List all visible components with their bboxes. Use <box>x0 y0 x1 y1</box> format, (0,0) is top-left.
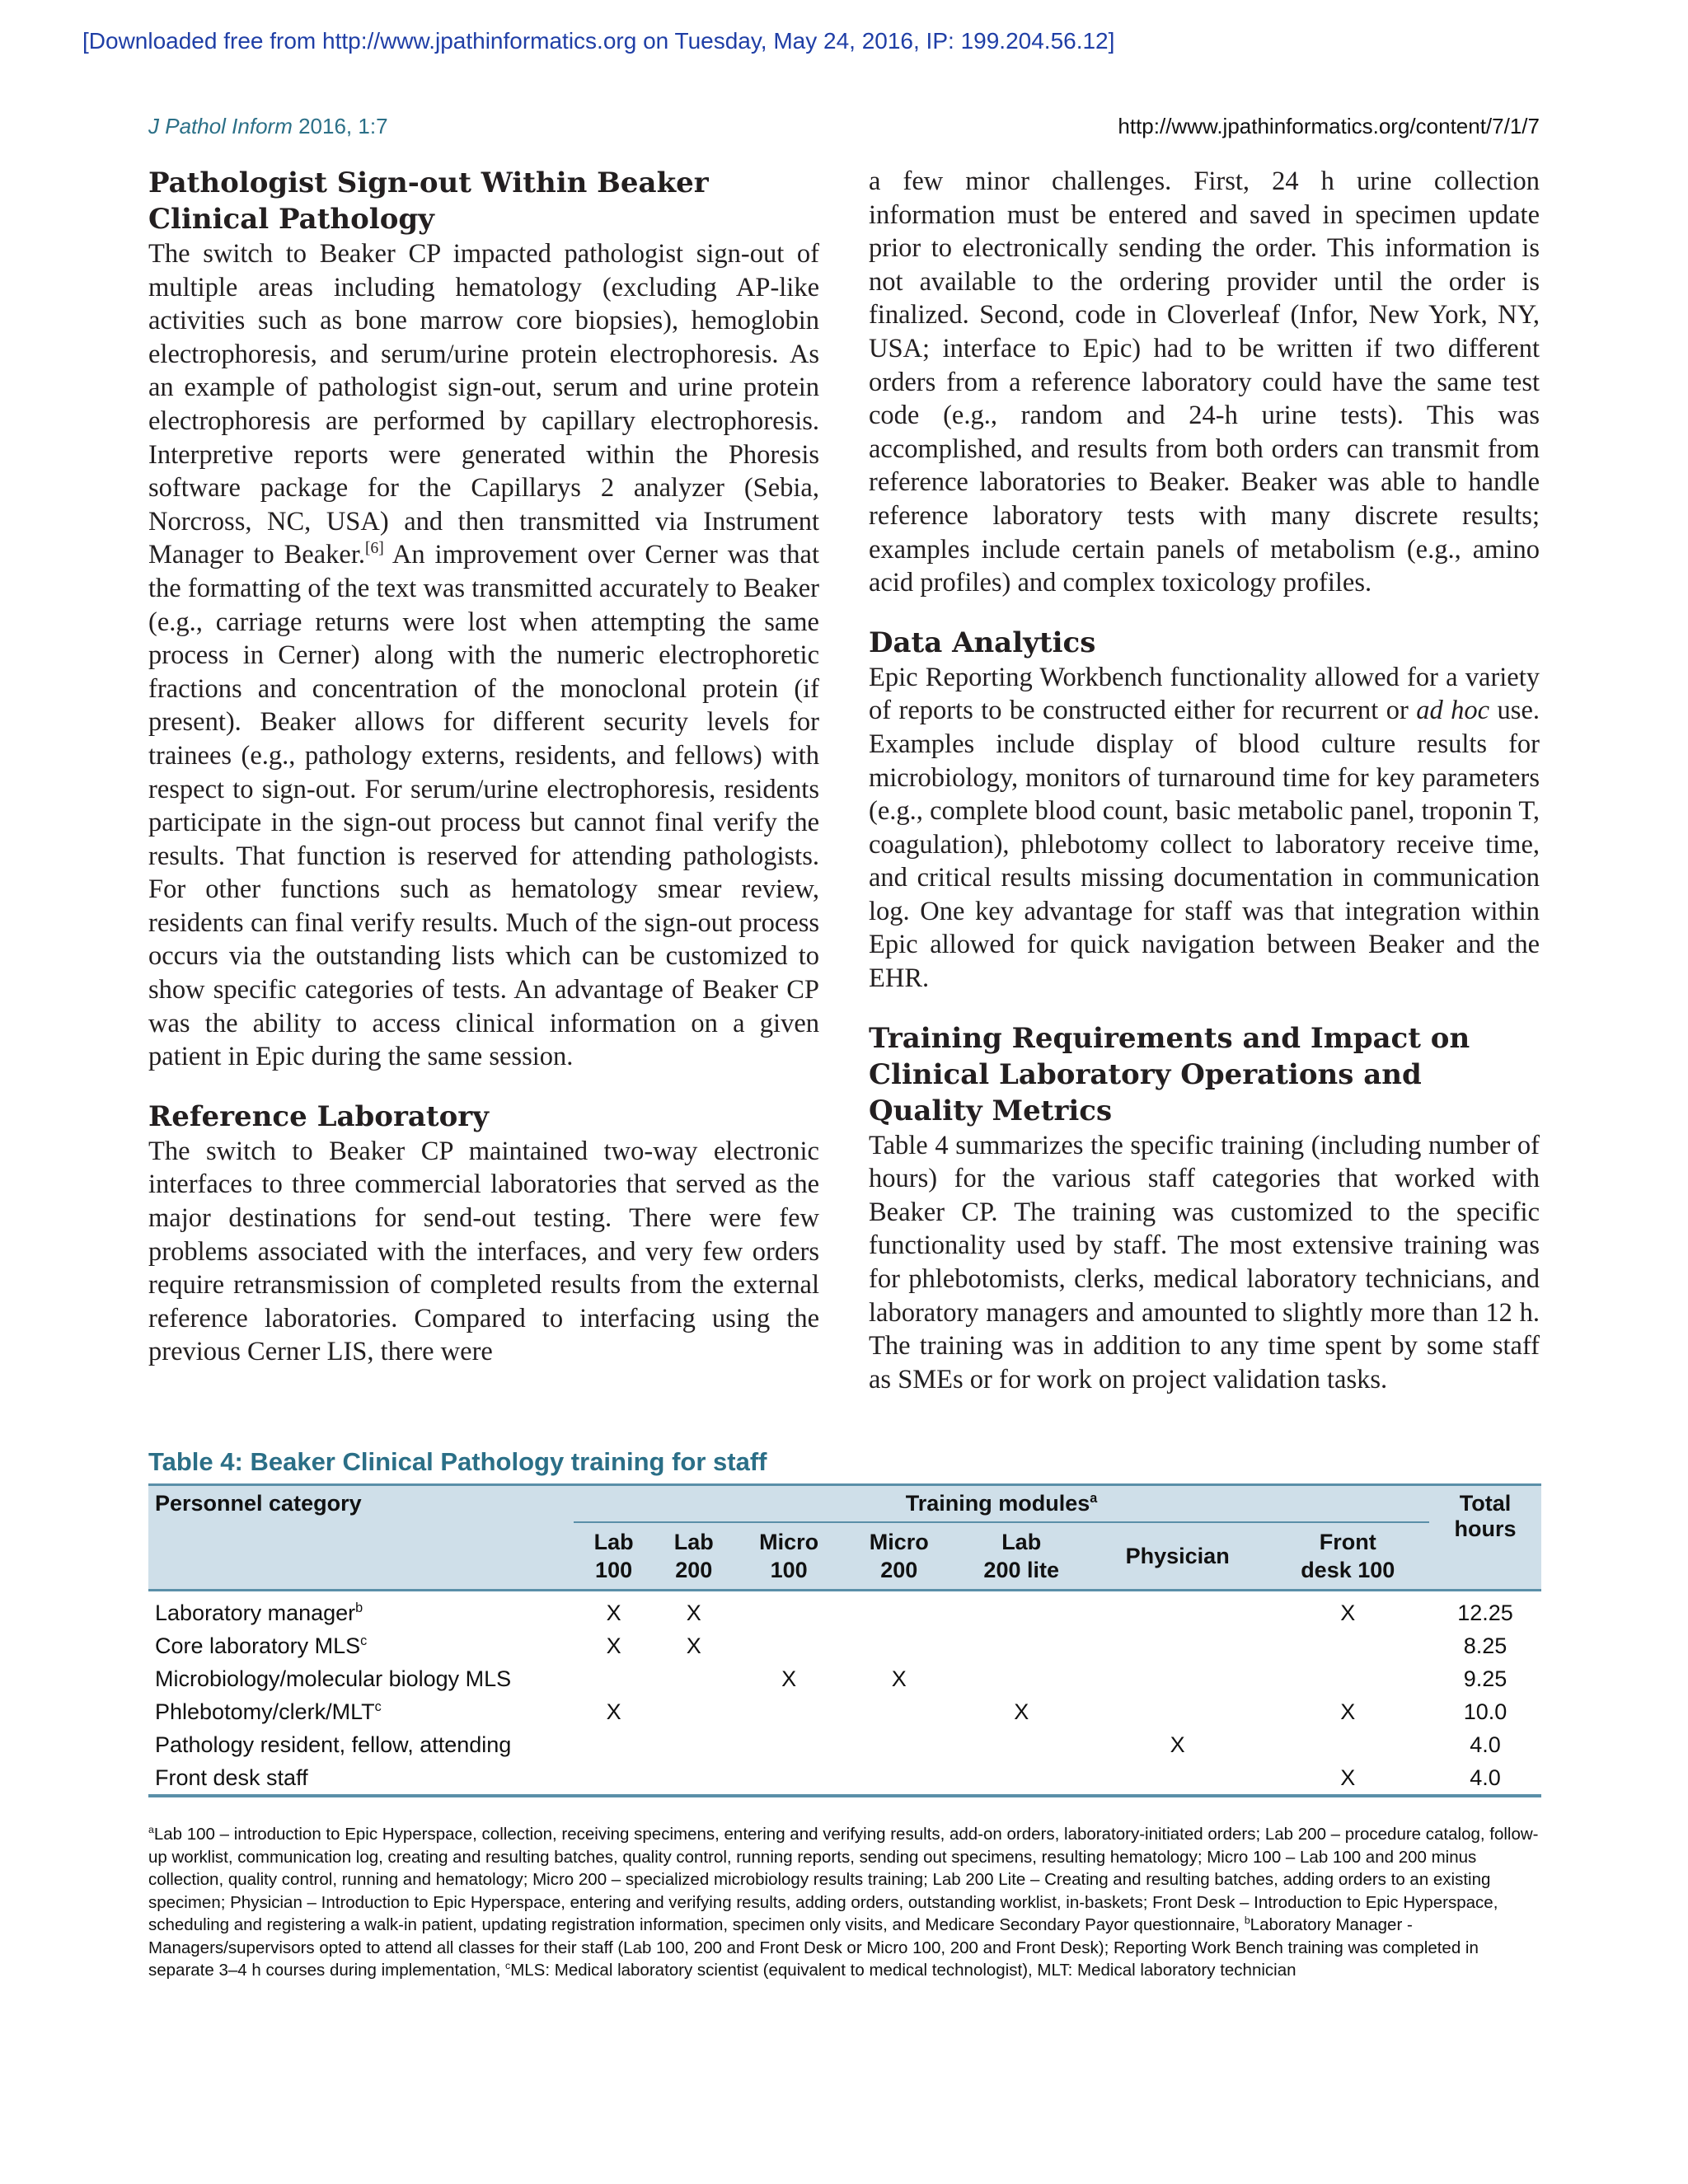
paragraph-analytics-part1: Epic Reporting Workbench functionality allowed for a variety of reports to be constructed either for recurrent or <box>869 662 1540 726</box>
module-mark-cell <box>954 1629 1089 1662</box>
personnel-category-cell <box>148 1695 574 1728</box>
module-mark-cell <box>954 1728 1089 1761</box>
module-mark-cell <box>844 1761 954 1796</box>
personnel-category-cell <box>148 1591 574 1630</box>
personnel-category-cell <box>148 1662 574 1695</box>
module-header <box>844 1522 954 1591</box>
citation-ref[interactable]: [6] <box>365 540 384 558</box>
personnel-category-label: Microbiology/molecular biology MLS <box>155 1666 512 1691</box>
section-heading-signout: Pathologist Sign-out Within Beaker Clinical Pathology <box>148 166 709 236</box>
module-mark-cell: X <box>606 1699 621 1724</box>
module-mark-cell: X <box>606 1633 621 1658</box>
paragraph-analytics-part2: use. Examples include display of blood culture results for microbiology, monitors of turnaround time for key parameters (e.g., complete blood count, basic metabolic panel, troponin T, coagulation), phlebotomy collect to laboratory receive time, and critical results missing documentation in communication log. One key advantage for staff was that integration within Epic allowed for quick navigation between Beaker and the EHR. <box>869 696 1540 994</box>
module-header <box>574 1522 654 1591</box>
header-personnel-category: Personnel category <box>155 1491 362 1516</box>
section-heading-reference-lab: Reference Laboratory <box>148 1099 489 1133</box>
paragraph-signout <box>148 237 819 1074</box>
citation-volume: 2016, 1:7 <box>298 114 388 138</box>
table-footnote <box>148 1823 1541 1982</box>
table-row <box>148 1629 1541 1662</box>
module-level: 200 lite <box>983 1558 1059 1582</box>
footnote-c-text: MLS: Medical laboratory scientist (equivalent to medical technologist), MLT: Medical laboratory technician <box>510 1961 1296 1980</box>
footnote-a-marker: a <box>148 1824 154 1836</box>
footnote-marker: b <box>355 1601 363 1615</box>
module-mark-cell: X <box>1170 1732 1185 1757</box>
module-mark-cell <box>1089 1591 1267 1630</box>
table-row <box>148 1662 1541 1695</box>
module-mark-cell: X <box>1340 1765 1356 1790</box>
journal-name: J Pathol Inform <box>148 114 293 138</box>
module-name: Micro <box>869 1530 929 1554</box>
personnel-category-cell <box>148 1629 574 1662</box>
module-name: Physician <box>1125 1544 1230 1568</box>
module-mark-cell <box>844 1728 954 1761</box>
header-total-hours: Total hours <box>1454 1491 1517 1541</box>
module-level: desk 100 <box>1301 1558 1395 1582</box>
module-mark-cell: X <box>606 1601 621 1625</box>
paragraph-data-analytics <box>869 661 1540 996</box>
total-hours-cell: 10.0 <box>1463 1699 1507 1724</box>
module-mark-cell <box>1266 1662 1429 1695</box>
section-heading-data-analytics: Data Analytics <box>869 626 1096 659</box>
total-hours-cell: 4.0 <box>1470 1765 1501 1790</box>
module-name: Lab <box>1001 1530 1042 1554</box>
table-row <box>148 1695 1541 1728</box>
paragraph-analytics-italic: ad hoc <box>1416 696 1490 726</box>
module-mark-cell <box>654 1761 734 1796</box>
total-hours-cell: 9.25 <box>1463 1666 1507 1691</box>
table-title: Table 4: Beaker Clinical Pathology training for staff <box>148 1447 767 1476</box>
module-mark-cell <box>654 1728 734 1761</box>
table-row <box>148 1591 1541 1630</box>
module-mark-cell <box>574 1662 654 1695</box>
module-header <box>1089 1522 1267 1591</box>
footnote-marker: c <box>360 1633 368 1648</box>
module-mark-cell <box>734 1591 844 1630</box>
personnel-category-label: Phlebotomy/clerk/MLT <box>155 1699 375 1724</box>
module-mark-cell <box>1266 1728 1429 1761</box>
paragraph-training: Table 4 summarizes the specific training (including number of hours) for the various staff categories that worked with Beaker CP. The training was customized to the specific functionality used by staff. The most extensive training was for phlebotomists, clerks, medical laboratory technicians, and laboratory managers and amounted to slightly more than 12 h. The training was in addition to any time spent by some staff as SMEs or for work on project validation tasks. <box>869 1130 1540 1394</box>
module-name: Lab <box>593 1530 634 1554</box>
module-level: 200 <box>675 1558 713 1582</box>
personnel-category-label: Core laboratory MLS <box>155 1633 361 1658</box>
personnel-category-label: Pathology resident, fellow, attending <box>155 1732 512 1757</box>
module-mark-cell: X <box>891 1666 907 1691</box>
module-mark-cell: X <box>686 1601 701 1625</box>
header-training-modules <box>574 1485 1429 1523</box>
personnel-category-cell <box>148 1728 574 1761</box>
footnote-c-marker: c <box>505 1960 511 1972</box>
module-level: 100 <box>595 1558 633 1582</box>
module-mark-cell: X <box>1340 1601 1356 1625</box>
table-row <box>148 1728 1541 1761</box>
module-mark-cell <box>954 1662 1089 1695</box>
personnel-category-cell <box>148 1761 574 1796</box>
footnote-marker: c <box>374 1699 382 1714</box>
module-mark-cell <box>954 1591 1089 1630</box>
module-mark-cell <box>654 1662 734 1695</box>
module-header <box>654 1522 734 1591</box>
table-row <box>148 1761 1541 1796</box>
download-banner: [Downloaded free from http://www.jpathinformatics.org on Tuesday, May 24, 2016, IP: 199.204.56.12] <box>82 28 1115 54</box>
right-column <box>869 165 1540 1421</box>
module-mark-cell: X <box>1340 1699 1356 1724</box>
article-url[interactable]: http://www.jpathinformatics.org/content/7/1/7 <box>1118 114 1540 138</box>
module-mark-cell <box>654 1695 734 1728</box>
personnel-category-label: Front desk staff <box>155 1765 308 1790</box>
module-mark-cell <box>734 1761 844 1796</box>
module-mark-cell <box>574 1761 654 1796</box>
module-header <box>1266 1522 1429 1591</box>
footnote-marker-a: a <box>1090 1491 1098 1506</box>
section-heading-training: Training Requirements and Impact on Clinical Laboratory Operations and Quality Metrics <box>869 1021 1470 1127</box>
module-mark-cell <box>954 1761 1089 1796</box>
paragraph-signout-part1: The switch to Beaker CP impacted pathologist sign-out of multiple areas including hematology (excluding AP-like activities such as bone marrow core biopsies), hemoglobin electrophoresis, and serum/urine protein electrophoresis. As an example of pathologist sign-out, serum and urine protein electrophoresis are performed by capillary electrophoresis. Interpretive reports were generated within the Phoresis software package for the Capillarys 2 analyzer (Sebia, Norcross, NC, USA) and then transmitted via Instrument Manager to Beaker. <box>148 239 819 570</box>
footnote-b-marker: b <box>1244 1915 1250 1927</box>
paragraph-reference-lab: The switch to Beaker CP maintained two-way electronic interfaces to three commercial laboratories that served as the major destinations for send-out testing. There were few problems associated with the interfaces, and very few orders require retransmission of completed results from the external reference laboratories. Compared to interfacing using the previous Cerner LIS, there were <box>148 1136 819 1367</box>
module-mark-cell <box>844 1591 954 1630</box>
module-name: Front <box>1319 1530 1376 1554</box>
module-header <box>954 1522 1089 1591</box>
left-column <box>148 165 819 1394</box>
module-mark-cell: X <box>1014 1699 1029 1724</box>
module-name: Lab <box>673 1530 714 1554</box>
footnote-b-text: Laboratory Manager - Managers/supervisors opted to attend all classes for their staff (Lab 100, 200 and Front Desk or Micro 100, 200 and Front Desk); Reporting Work Bench training was completed in separate 3–4 h courses during implementation, <box>148 1915 1479 1980</box>
header-training-modules-label: Training modules <box>905 1491 1090 1516</box>
table-body <box>148 1591 1541 1797</box>
module-mark-cell <box>1089 1662 1267 1695</box>
module-mark-cell: X <box>781 1666 797 1691</box>
module-mark-cell <box>844 1629 954 1662</box>
paragraph-signout-part2: An improvement over Cerner was that the formatting of the text was transmitted accurately to Beaker (e.g., carriage returns were lost when attempting the same process in Cerner) along with the numeric electrophoretic fractions and concentration of the monoclonal protein (if present). Beaker allows for different security levels for trainees (e.g., pathology externs, residents, and fellows) with respect to sign-out. For serum/urine electrophoresis, residents participate in the sign-out process but cannot final verify the results. That function is reserved for attending pathologists. For other functions such as hematology smear review, residents can final verify results. Much of the sign-out process occurs via the outstanding lists which can be customized to show specific categories of tests. An advantage of Beaker CP was the ability to access clinical information on a given patient in Epic during the same session. <box>148 540 819 1072</box>
module-mark-cell <box>1089 1695 1267 1728</box>
journal-citation <box>148 114 388 139</box>
total-hours-cell: 12.25 <box>1457 1601 1513 1625</box>
module-level: 100 <box>770 1558 808 1582</box>
module-level: 200 <box>880 1558 918 1582</box>
training-table <box>148 1483 1541 1797</box>
module-mark-cell <box>734 1728 844 1761</box>
paragraph-reference-lab-cont: a few minor challenges. First, 24 h urine collection information must be entered and saved in specimen update prior to electronically sending the order. This information is not available to the ordering provider until the order is finalized. Second, code in Cloverleaf (Infor, New York, NY, USA; interface to Epic) had to be written if two different orders from a reference laboratory could have the same test code (e.g., random and 24-h urine tests). This was accomplished, and results from both orders can transmit from reference laboratories to Beaker. Beaker was able to handle reference laboratory tests with many discrete results; examples include certain panels of metabolism (e.g., amino acid profiles) and complex toxicology profiles. <box>869 166 1540 598</box>
module-mark-cell <box>844 1695 954 1728</box>
module-mark-cell <box>734 1629 844 1662</box>
footnote-a-text: Lab 100 – introduction to Epic Hyperspace, collection, receiving specimens, entering and verifying results, add-on orders, laboratory-initiated orders; Lab 200 – procedure catalog, follow-up worklist, communication log, creating and resulting batches, quality control, running reports, sending out specimens, resulting hematology; Micro 100 – Lab 100 and 200 minus collection, quality control, running and hematology; Micro 200 – specialized microbiology results training; Lab 200 Lite – Creating and resulting batches, adding orders to an existing specimen; Physician – Introduction to Epic Hyperspace, entering and verifying results, adding orders, outstanding worklist, in-baskets; Front Desk – Introduction to Epic Hyperspace, scheduling and registering a walk-in patient, updating registration information, specimen only visits, and Medicare Secondary Payor questionnaire, <box>148 1825 1539 1934</box>
module-header <box>734 1522 844 1591</box>
personnel-category-label: Laboratory manager <box>155 1601 356 1625</box>
total-hours-cell: 4.0 <box>1470 1732 1501 1757</box>
total-hours-cell: 8.25 <box>1463 1633 1507 1658</box>
module-mark-cell <box>734 1695 844 1728</box>
module-mark-cell <box>1266 1629 1429 1662</box>
module-name: Micro <box>759 1530 819 1554</box>
module-mark-cell <box>1089 1761 1267 1796</box>
module-mark-cell <box>1089 1629 1267 1662</box>
module-mark-cell <box>574 1728 654 1761</box>
module-mark-cell: X <box>686 1633 701 1658</box>
